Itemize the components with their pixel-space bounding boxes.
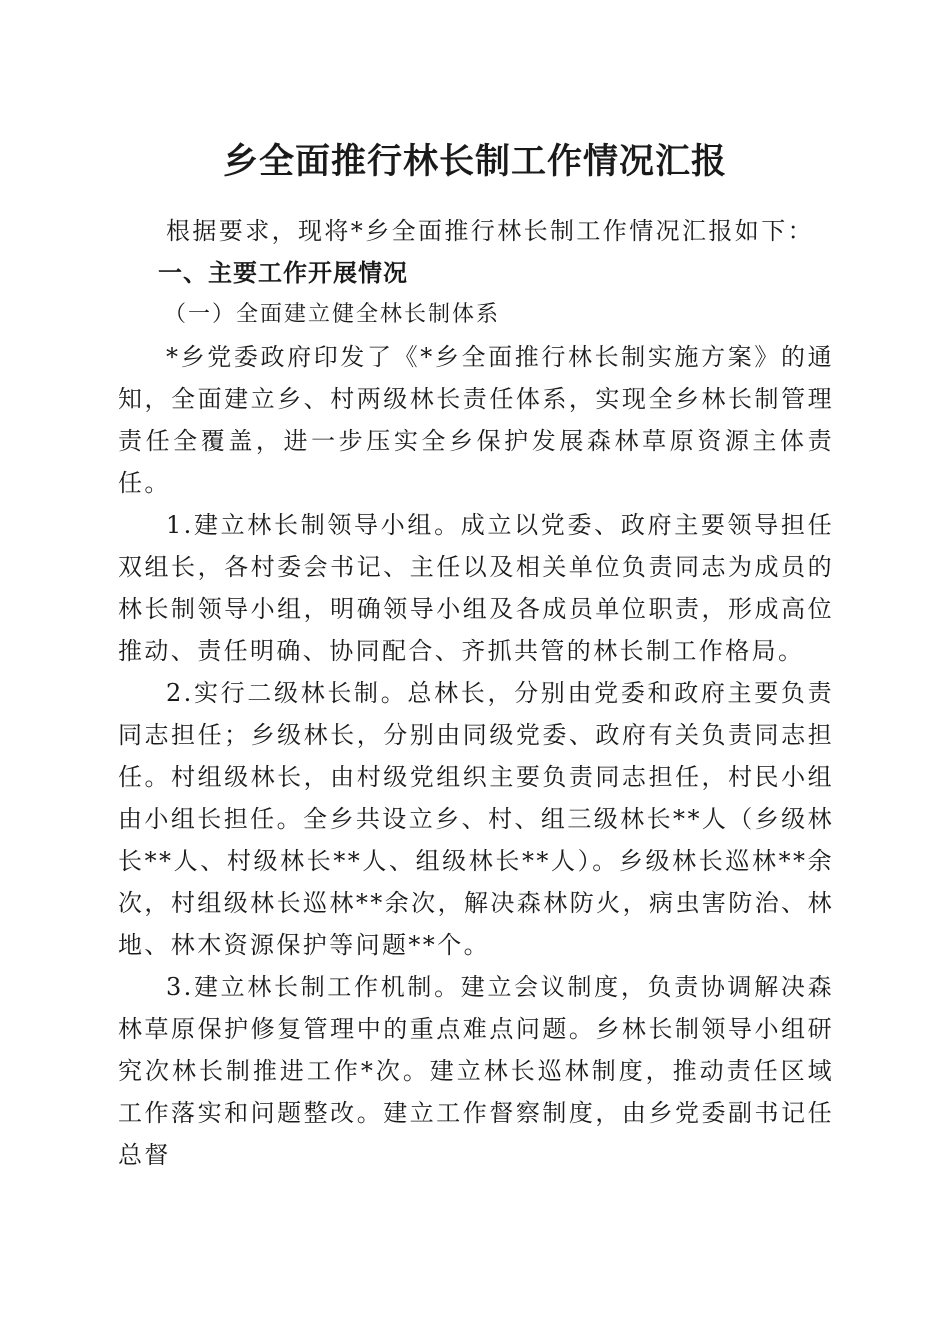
overview-paragraph: *乡党委政府印发了《*乡全面推行林长制实施方案》的通知，全面建立乡、村两级林长责任体系，实现全乡林长制管理责任全覆盖，进一步压实全乡保护发展森林草原资源主体责任。: [118, 343, 834, 497]
item-3-paragraph: 3.建立林长制工作机制。建立会议制度，负责协调解决森林草原保护修复管理中的重点难点问题。乡林长制领导小组研究次林长制推进工作*次。建立林长巡林制度，推动责任区域工作落实和问题整改。建立工作督察制度，由乡党委副书记任总督: [118, 973, 834, 1169]
section-heading: 一、主要工作开展情况: [158, 259, 408, 287]
document-body: [118, 210, 834, 1176]
item-1-paragraph: 1.建立林长制领导小组。成立以党委、政府主要领导担任双组长，各村委会书记、主任以及相关单位负责同志为成员的林长制领导小组，明确领导小组及各成员单位职责，形成高位推动、责任明确、协同配合、齐抓共管的林长制工作格局。: [118, 511, 834, 665]
item-2-paragraph: 2.实行二级林长制。总林长，分别由党委和政府主要负责同志担任；乡级林长，分别由同级党委、政府有关负责同志担任。村组级林长，由村级党组织主要负责同志担任，村民小组由小组长担任。全乡共设立乡、村、组三级林长**人（乡级林长**人、村级林长**人、组级林长**人）。乡级林长巡林**余次，村组级林长巡林**余次，解决森林防火，病虫害防治、林地、林木资源保护等问题**个。: [118, 679, 834, 959]
intro-paragraph: 根据要求，现将*乡全面推行林长制工作情况汇报如下：: [166, 217, 814, 245]
subsection-heading: （一）全面建立健全林长制体系: [164, 302, 501, 327]
document-title: 乡全面推行林长制工作情况汇报: [222, 142, 727, 182]
